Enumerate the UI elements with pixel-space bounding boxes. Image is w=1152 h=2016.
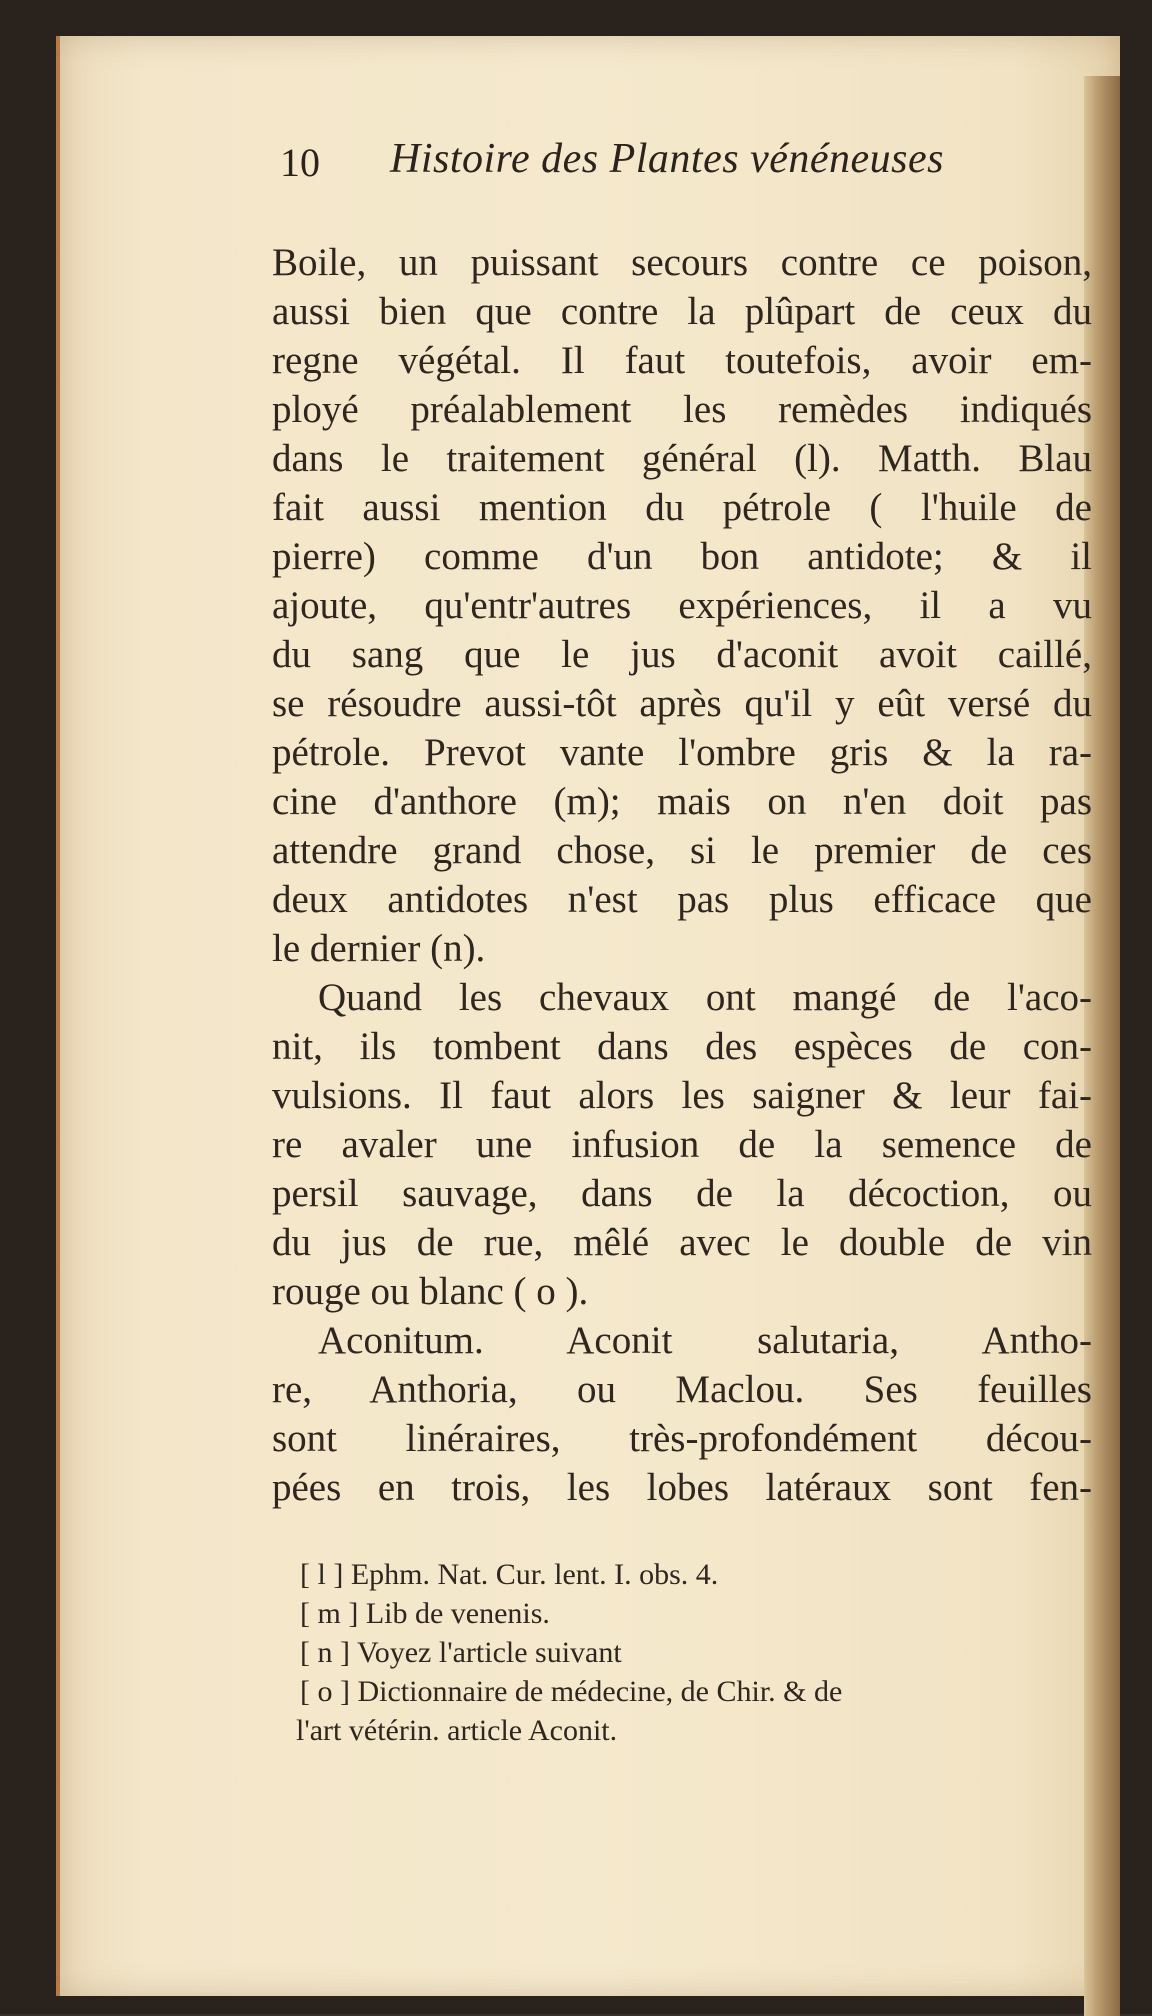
- text-line: pées en trois, les lobes latéraux sont fen-: [272, 1466, 1092, 1509]
- text-line: Boile, un puissant secours contre ce poison,: [272, 241, 1092, 284]
- text-line: pétrole. Prevot vante l'ombre gris & la ra-: [272, 731, 1092, 774]
- text-line: attendre grand chose, si le premier de ces: [272, 829, 1092, 872]
- text-line: persil sauvage, dans de la décoction, ou: [272, 1172, 1092, 1215]
- text-line: du sang que le jus d'aconit avoit caillé,: [272, 633, 1092, 676]
- text-line: pierre) comme d'un bon antidote; & il: [272, 535, 1092, 578]
- footnote: [ n ] Voyez l'article suivant: [300, 1636, 622, 1669]
- page-header: [280, 135, 1020, 195]
- footnote: [ o ] Dictionnaire de médecine, de Chir. & de: [300, 1675, 843, 1708]
- text-line: vulsions. Il faut alors les saigner & leur fai-: [272, 1074, 1092, 1117]
- footnotes: [296, 1555, 1120, 1750]
- text-line: sont linéraires, très-profondément décou-: [272, 1417, 1092, 1460]
- footnote: [ l ] Ephm. Nat. Cur. lent. I. obs. 4.: [300, 1558, 719, 1591]
- text-line: ajoute, qu'entr'autres expériences, il a vu: [272, 584, 1092, 627]
- text-line: fait aussi mention du pétrole ( l'huile de: [272, 486, 1092, 529]
- text-line: cine d'anthore (m); mais on n'en doit pas: [272, 780, 1092, 823]
- text-line: le dernier (n).: [272, 927, 486, 970]
- text-line: re avaler une infusion de la semence de: [272, 1123, 1092, 1166]
- text-line: se résoudre aussi-tôt après qu'il y eût versé du: [272, 682, 1092, 725]
- text-line: aussi bien que contre la plûpart de ceux du: [272, 290, 1092, 333]
- page-number: 10: [280, 140, 320, 185]
- text-line: Quand les chevaux ont mangé de l'aco-: [318, 976, 1092, 1019]
- footnote: [ m ] Lib de venenis.: [300, 1597, 550, 1630]
- text-line: rouge ou blanc ( o ).: [272, 1270, 589, 1313]
- text-line: Aconitum. Aconit salutaria, Antho-: [318, 1319, 1092, 1362]
- text-line: re, Anthoria, ou Maclou. Ses feuilles: [272, 1368, 1092, 1411]
- text-line: du jus de rue, mêlé avec le double de vin: [272, 1221, 1092, 1264]
- text-line: nit, ils tombent dans des espèces de con-: [272, 1025, 1092, 1068]
- text-line: regne végétal. Il faut toutefois, avoir em-: [272, 339, 1092, 382]
- footnote-continuation: l'art vétérin. article Aconit.: [296, 1714, 618, 1747]
- text-line: ployé préalablement les remèdes indiqués: [272, 388, 1092, 431]
- text-line: deux antidotes n'est pas plus efficace que: [272, 878, 1092, 921]
- text-line: dans le traitement général (l). Matth. Blau: [272, 437, 1092, 480]
- running-title: Histoire des Plantes vénéneuses: [390, 136, 944, 182]
- body-text: [272, 238, 1092, 1512]
